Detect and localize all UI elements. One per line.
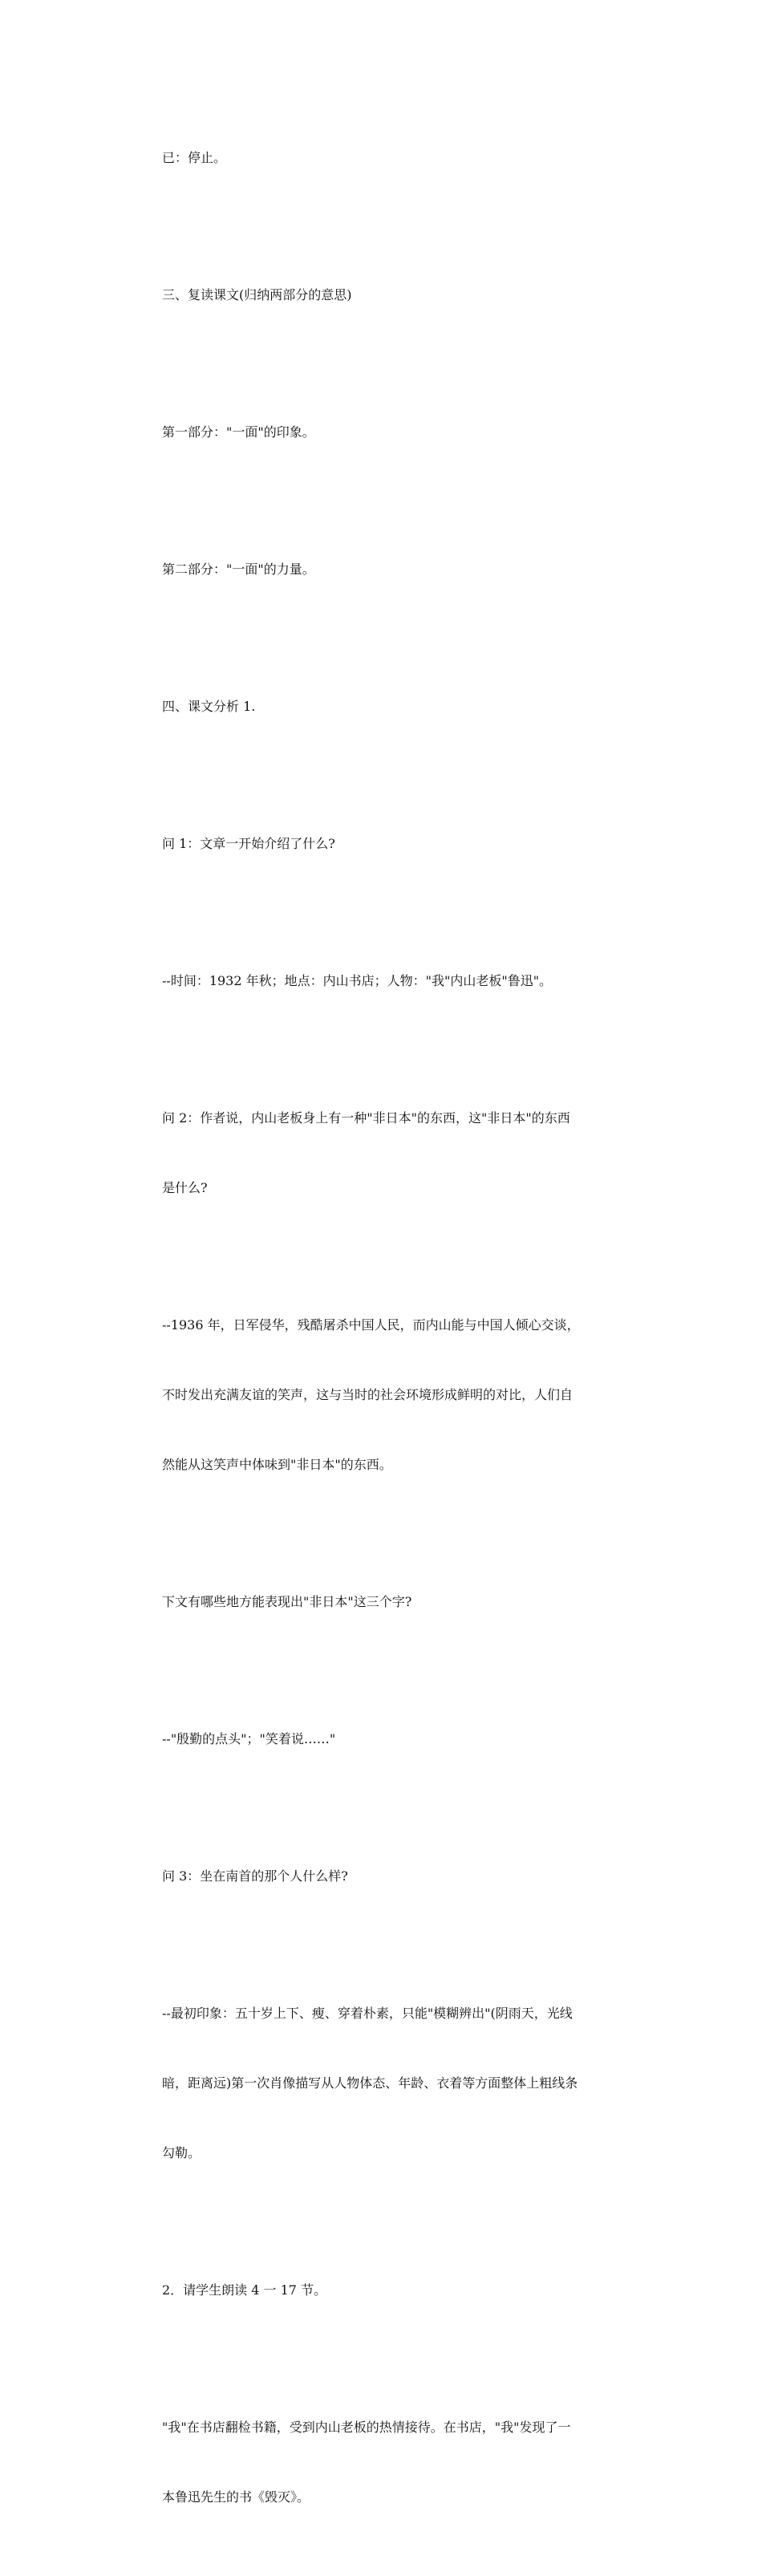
- text-line: 是什么?: [162, 1180, 208, 1195]
- paragraph-bookstore: [162, 2369, 611, 2555]
- text-line: 不时发出充满友谊的笑声，这与当时的社会环境形成鲜明的对比，人们自: [162, 1387, 574, 1402]
- section-heading-reread: [162, 237, 611, 353]
- text-line: 然能从这笑声中体味到"非日本"的东西。: [162, 1457, 392, 1472]
- question-two: [162, 1060, 611, 1246]
- answer-follow-up: [162, 1681, 611, 1797]
- text-line: 已：停止。: [162, 150, 227, 165]
- text-line: --最初印象：五十岁上下、瘦、穿着朴素，只能"模糊辨出"(阴雨天，光线: [162, 2006, 573, 2021]
- text-line: 下文有哪些地方能表现出"非日本"这三个字?: [162, 1594, 412, 1609]
- instruction-read-aloud: [162, 2232, 611, 2348]
- paragraph-part-one: [162, 374, 611, 490]
- text-line: --时间：1932 年秋；地点：内山书店；人物："我"内山老板"鲁迅"。: [162, 973, 553, 988]
- question-one: [162, 785, 611, 902]
- text-line: 问 3：坐在南首的那个人什么样?: [162, 1868, 348, 1884]
- text-line: 问 2：作者说，内山老板身上有一种"非日本"的东西，这"非日本"的东西: [162, 1110, 570, 1126]
- answer-two: [162, 1267, 611, 1523]
- answer-three: [162, 1955, 611, 2211]
- text-line: 第二部分："一面"的力量。: [162, 562, 315, 577]
- text-line: 四、课文分析 1.: [162, 699, 256, 714]
- section-heading-analysis: [162, 648, 611, 765]
- text-line: 勾勒。: [162, 2145, 201, 2160]
- question-three: [162, 1818, 611, 1934]
- text-line: 三、复读课文(归纳两部分的意思): [162, 287, 352, 302]
- paragraph-part-two: [162, 511, 611, 627]
- text-line: 2．请学生朗读 4 一 17 节。: [162, 2282, 327, 2298]
- text-line: 本鲁迅先生的书《毁灭》。: [162, 2489, 310, 2505]
- question-follow-up: [162, 1544, 611, 1660]
- text-line: --"殷勤的点头"；"笑着说……": [162, 1731, 336, 1746]
- text-line: 问 1：文章一开始介绍了什么?: [162, 836, 335, 851]
- text-line: --1936 年，日军侵华，残酷屠杀中国人民，而内山能与中国人倾心交谈，: [162, 1317, 580, 1333]
- paragraph-definition: [162, 99, 611, 216]
- answer-one: [162, 923, 611, 1039]
- text-line: "我"在书店翻检书籍，受到内山老板的热情接待。在书店，"我"发现了一: [162, 2420, 571, 2435]
- document-page: [162, 99, 611, 2576]
- text-line: 暗，距离远)第一次肖像描写从人物体态、年龄、衣着等方面整体上粗线条: [162, 2075, 578, 2091]
- text-line: 第一部分："一面"的印象。: [162, 424, 315, 440]
